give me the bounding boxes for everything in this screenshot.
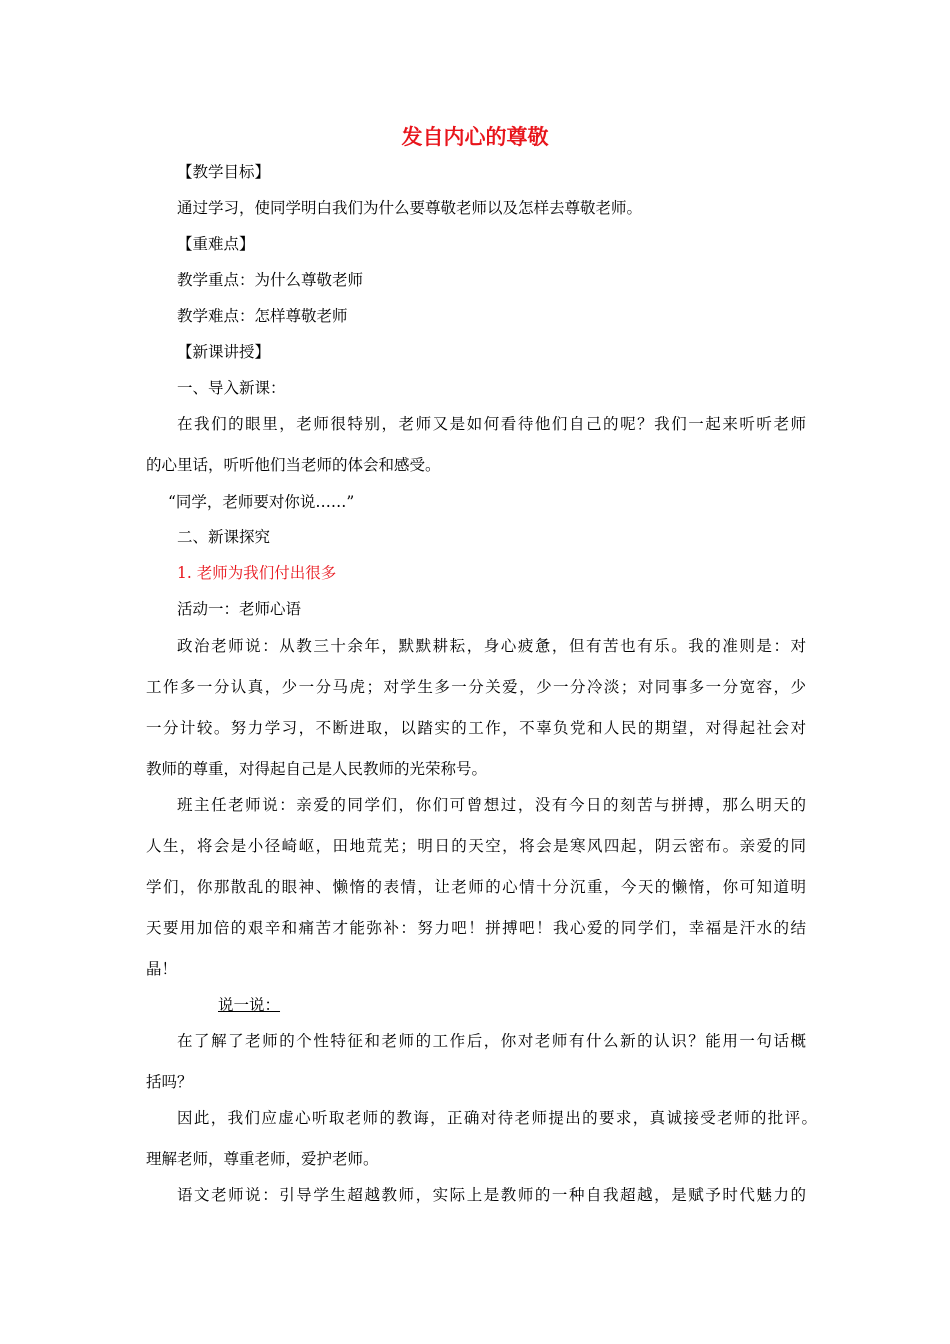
paragraph-line: 在了解了老师的个性特征和老师的工作后，你对老师有什么新的认识？能用一句话概 <box>177 1032 806 1050</box>
paragraph-line: 教学重点：为什么尊敬老师 <box>177 271 364 289</box>
say-heading: 说一说： <box>218 996 281 1014</box>
paragraph-line: 的心里话，听听他们当老师的体会和感受。 <box>146 456 441 474</box>
subsection-heading: 一、导入新课： <box>177 379 286 397</box>
section-heading-key-points: 【重难点】 <box>177 235 255 253</box>
paragraph-line: 通过学习，使同学明白我们为什么要尊敬老师以及怎样去尊敬老师。 <box>177 199 643 217</box>
paragraph-line: 理解老师，尊重老师，爱护老师。 <box>146 1150 379 1168</box>
activity-heading: 活动一：老师心语 <box>177 600 302 618</box>
paragraph-line: 政治老师说：从教三十余年，默默耕耘，身心疲惫，但有苦也有乐。我的准则是：对 <box>177 637 806 655</box>
paragraph-line: 班主任老师说：亲爱的同学们，你们可曾想过，没有今日的刻苦与拼搏，那么明天的 <box>177 796 806 814</box>
highlight-heading: 1. 老师为我们付出很多 <box>177 564 337 582</box>
paragraph-line: 教学难点：怎样尊敬老师 <box>177 307 348 325</box>
paragraph-line: 工作多一分认真，少一分马虎；对学生多一分关爱，少一分冷淡；对同事多一分宽容，少 <box>146 678 806 696</box>
paragraph-line: 括吗？ <box>146 1073 193 1091</box>
paragraph-line: 语文老师说：引导学生超越教师，实际上是教师的一种自我超越，是赋予时代魅力的 <box>177 1186 806 1204</box>
section-heading-objectives: 【教学目标】 <box>177 163 271 181</box>
paragraph-line: 晶！ <box>146 960 178 978</box>
paragraph-line: 一分计较。努力学习，不断进取，以踏实的工作，不辜负党和人民的期望，对得起社会对 <box>146 719 806 737</box>
paragraph-line: 人生，将会是小径崎岖，田地荒芜；明日的天空，将会是寒风四起，阴云密布。亲爱的同 <box>146 837 806 855</box>
document-title: 发自内心的尊敬 <box>401 124 549 149</box>
paragraph-line: 学们，你那散乱的眼神、懒惰的表情，让老师的心情十分沉重，今天的懒惰，你可知道明 <box>146 878 806 896</box>
subsection-heading: 二、新课探究 <box>177 528 271 546</box>
paragraph-line: 在我们的眼里，老师很特别，老师又是如何看待他们自己的呢？我们一起来听听老师 <box>177 415 806 433</box>
paragraph-line: 教师的尊重，对得起自己是人民教师的光荣称号。 <box>146 760 488 778</box>
paragraph-line: 天要用加倍的艰辛和痛苦才能弥补：努力吧！拼搏吧！我心爱的同学们，幸福是汗水的结 <box>146 919 806 937</box>
quote-line: “同学，老师要对你说……” <box>168 493 355 511</box>
section-heading-new-lesson: 【新课讲授】 <box>177 343 271 361</box>
paragraph-line: 因此，我们应虚心听取老师的教诲，正确对待老师提出的要求，真诚接受老师的批评。 <box>177 1109 817 1127</box>
